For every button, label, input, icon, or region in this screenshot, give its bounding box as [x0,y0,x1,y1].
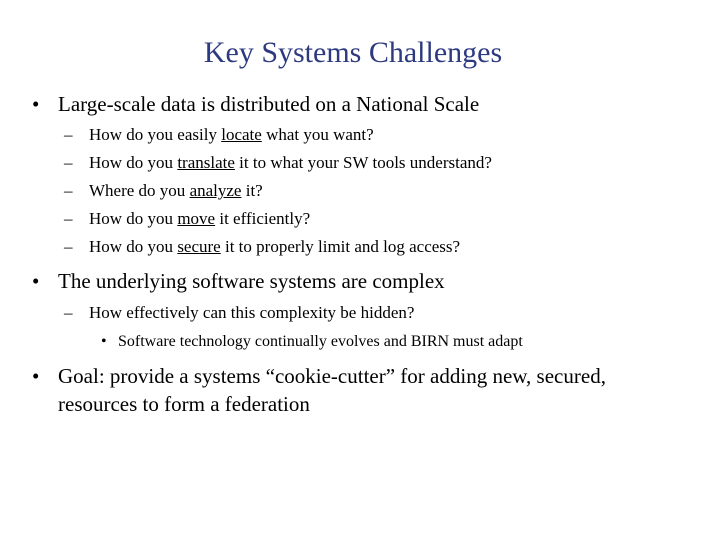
subitem-complexity-hidden: How effectively can this complexity be hidden? [89,303,415,322]
keyword-locate: locate [221,125,262,144]
dash-marker: – [64,153,73,172]
dash-marker: – [64,237,73,256]
dash-marker: – [64,181,73,200]
subsubitem-software-evolves: Software technology continually evolves and BIRN must adapt [118,333,523,350]
bullet-marker: • [101,333,107,350]
dash-marker: – [64,125,73,144]
bullet-marker: • [32,269,40,293]
subitem-text: Where do you [89,181,190,200]
subitem-text: How do you [89,209,178,228]
subitem-text: it to properly limit and log access? [220,237,461,256]
subitem-text: it efficiently? [215,209,311,228]
dash-marker: – [64,209,73,228]
subitem-secure [89,236,460,258]
keyword-translate: translate [177,153,235,172]
bullet-text-goal-line2: resources to form a federation [58,392,310,416]
subitem-text: How do you [89,237,178,256]
bullet-marker: • [32,92,40,116]
dash-marker: – [64,303,73,322]
subitem-analyze [89,180,263,202]
slide-title: Key Systems Challenges [203,36,503,69]
subitem-move [89,208,310,230]
subitem-text: it to what your SW tools understand? [234,153,492,172]
subitem-text: How do you [89,153,178,172]
subitem-text: what you want? [261,125,374,144]
subitem-locate [89,124,374,146]
keyword-secure: secure [177,237,221,256]
bullet-text-large-scale-data: Large-scale data is distributed on a National Scale [58,92,480,116]
subitem-translate [89,152,492,174]
subitem-text: How do you easily [89,125,222,144]
subitem-text: it? [241,181,263,200]
bullet-text-software-systems: The underlying software systems are complex [58,269,445,293]
bullet-marker: • [32,364,40,388]
keyword-analyze: analyze [189,181,242,200]
bullet-text-goal-line1: Goal: provide a systems “cookie-cutter” for adding new, secured, [58,364,606,388]
keyword-move: move [177,209,216,228]
